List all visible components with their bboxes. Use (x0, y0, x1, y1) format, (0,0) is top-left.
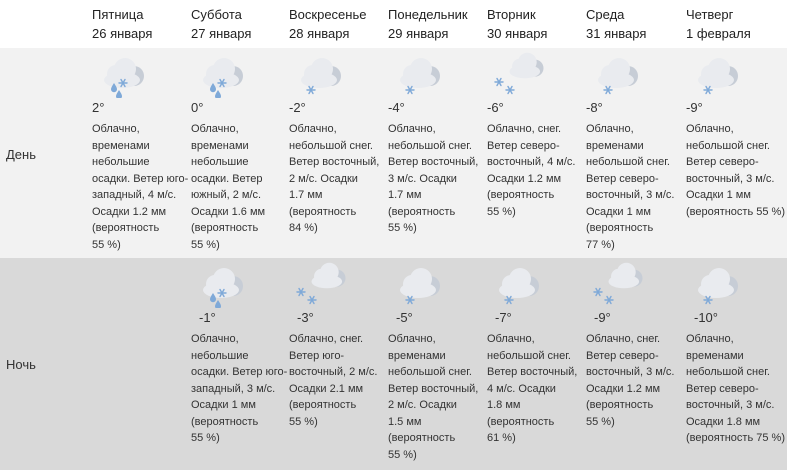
description-line: (вероятность (289, 205, 357, 218)
description-line: Облачно, (586, 123, 634, 135)
description-line: 55 %) (191, 432, 220, 444)
description-line: Ветер северо- (686, 156, 759, 168)
weekday-label: Понедельник (388, 7, 468, 22)
description-line: небольшой снег. (388, 366, 472, 378)
temperature: -9° (686, 100, 703, 115)
description-line: небольшие (92, 156, 150, 168)
temperature: -4° (388, 100, 405, 115)
description-line: восточный, 3 м/с. (686, 172, 775, 185)
description-line: (вероятность (191, 222, 259, 234)
description-line: восточный, 3 м/с. (686, 399, 775, 411)
description-line: южный, 2 м/с. (191, 189, 262, 201)
description-line: Облачно, (191, 333, 239, 345)
description-line: 1.5 мм (388, 415, 422, 428)
description-line: Ветер юго- (289, 349, 345, 362)
description-line: небольшие (191, 349, 249, 362)
weekday-label: Пятница (92, 7, 144, 22)
day-column-header (388, 6, 486, 42)
description-line: 84 %) (289, 222, 318, 234)
description-line: (вероятность (388, 432, 456, 444)
cloud-mixed-precip-icon (191, 50, 261, 98)
description-line: осадки. Ветер юго- (92, 172, 189, 185)
description-line: временами (191, 139, 249, 152)
temperature: 2° (92, 100, 105, 115)
cloud-snow-icon (586, 50, 656, 98)
description-line: Осадки 1.2 мм (92, 205, 167, 218)
weekday-label: Вторник (487, 7, 536, 22)
day-column-header (487, 6, 585, 42)
description-line: восточный, 3 м/с. (586, 189, 675, 201)
description-line: 55 %) (487, 205, 516, 218)
forecast-description (686, 121, 786, 220)
temperature: -1° (199, 310, 216, 325)
description-line: (вероятность (191, 415, 259, 428)
night-row-label: Ночь (6, 357, 36, 372)
description-line: 55 %) (289, 415, 318, 428)
description-line: 77 %) (586, 238, 615, 251)
description-line: временами (686, 349, 744, 362)
cloud-snow-icon (487, 260, 557, 308)
temperature: 0° (191, 100, 204, 115)
description-line: небольшой снег. (289, 139, 373, 152)
description-line: (вероятность (487, 415, 555, 428)
description-line: восточный, 4 м/с. (487, 156, 576, 168)
day-column-header (289, 6, 387, 42)
description-line: Облачно, (686, 123, 734, 135)
cloud-snow-icon (388, 260, 458, 308)
date-label: 28 января (289, 26, 350, 41)
forecast-description (586, 121, 686, 253)
weekday-label: Воскресенье (289, 7, 367, 22)
description-line: 55 %) (586, 415, 615, 428)
forecast-description (289, 121, 389, 237)
description-line: Ветер восточный, (487, 366, 578, 378)
temperature: -9° (594, 310, 611, 325)
forecast-description (686, 331, 786, 447)
description-line: (вероятность 55 %) (686, 205, 785, 218)
description-line: восточный, 2 м/с. (289, 366, 378, 378)
temperature: -5° (396, 310, 413, 325)
description-line: (вероятность (92, 222, 160, 234)
description-line: 1.7 мм (289, 189, 323, 201)
date-label: 26 января (92, 26, 153, 41)
description-line: 55 %) (191, 238, 220, 251)
forecast-description (487, 331, 587, 447)
day-column-header (191, 6, 289, 42)
description-line: Облачно, (388, 333, 436, 345)
forecast-description (191, 331, 291, 447)
date-label: 29 января (388, 26, 449, 41)
forecast-description (586, 331, 686, 430)
description-line: Ветер северо- (586, 349, 659, 362)
description-line: осадки. Ветер (191, 172, 263, 185)
description-line: небольшой снег. (388, 139, 472, 152)
description-line: 1.7 мм (388, 189, 422, 201)
day-column-header (586, 6, 684, 42)
forecast-description (191, 121, 291, 253)
weekday-label: Среда (586, 7, 625, 22)
description-line: 55 %) (388, 222, 417, 234)
description-line: (вероятность (586, 222, 654, 234)
description-line: Ветер северо- (686, 382, 759, 395)
description-line: (вероятность (289, 399, 357, 411)
temperature: -7° (495, 310, 512, 325)
description-line: Осадки 1.8 мм (686, 415, 761, 428)
description-line: (вероятность (586, 399, 654, 411)
partly-cloudy-snow-icon (289, 260, 359, 308)
description-line: небольшой снег. (487, 349, 571, 362)
temperature: -6° (487, 100, 504, 115)
partly-cloudy-snow-icon (487, 50, 557, 98)
date-label: 31 января (586, 26, 647, 41)
description-line: Осадки 1.2 мм (487, 172, 562, 185)
description-line: Ветер восточный, (388, 382, 479, 395)
description-line: Осадки 1.2 мм (586, 382, 661, 395)
date-label: 1 февраля (686, 26, 751, 41)
weekday-label: Четверг (686, 7, 734, 22)
description-line: (вероятность (487, 189, 555, 201)
description-line: Осадки 1 мм (586, 205, 651, 218)
description-line: 3 м/с. Осадки (388, 172, 457, 185)
description-line: 1.8 мм (487, 399, 521, 411)
description-line: 2 м/с. Осадки (388, 399, 457, 411)
day-column-header (92, 6, 190, 42)
description-line: Облачно, (686, 333, 734, 345)
cloud-snow-icon (686, 260, 756, 308)
temperature: -8° (586, 100, 603, 115)
description-line: Ветер северо- (487, 139, 560, 152)
description-line: Облачно, (92, 123, 140, 135)
cloud-snow-icon (289, 50, 359, 98)
description-line: западный, 3 м/с. (191, 382, 276, 395)
weekday-label: Суббота (191, 7, 242, 22)
cloud-mixed-precip-icon (191, 260, 261, 308)
description-line: Осадки 1 мм (686, 189, 751, 201)
description-line: временами (92, 139, 150, 152)
forecast-description (388, 331, 488, 463)
description-line: небольшой снег. (686, 366, 770, 378)
description-line: Осадки 1 мм (191, 399, 256, 411)
description-line: Осадки 2.1 мм (289, 382, 364, 395)
description-line: небольшие (191, 156, 249, 168)
description-line: небольшой снег. (586, 156, 670, 168)
cloud-snow-icon (388, 50, 458, 98)
description-line: 4 м/с. Осадки (487, 382, 556, 395)
description-line: 2 м/с. Осадки (289, 172, 358, 185)
date-label: 30 января (487, 26, 548, 41)
description-line: (вероятность (388, 205, 456, 218)
description-line: 55 %) (388, 448, 417, 461)
description-line: 61 %) (487, 432, 516, 444)
temperature: -2° (289, 100, 306, 115)
description-line: временами (388, 349, 446, 362)
cloud-snow-icon (686, 50, 756, 98)
description-line: Облачно, (191, 123, 239, 135)
description-line: Облачно, (289, 123, 337, 135)
forecast-description (289, 331, 389, 430)
description-line: небольшой снег. (686, 139, 770, 152)
description-line: Облачно, снег. (487, 123, 562, 135)
forecast-description (388, 121, 488, 237)
description-line: Облачно, снег. (289, 333, 364, 345)
description-line: Ветер северо- (586, 172, 659, 185)
date-label: 27 января (191, 26, 252, 41)
description-line: осадки. Ветер юго- (191, 366, 288, 378)
cloud-mixed-precip-icon (92, 50, 162, 98)
description-line: Облачно, снег. (586, 333, 661, 345)
description-line: (вероятность 75 %) (686, 432, 785, 444)
temperature: -10° (694, 310, 718, 325)
description-line: Облачно, (388, 123, 436, 135)
description-line: Облачно, (487, 333, 535, 345)
description-line: 55 %) (92, 238, 121, 251)
temperature: -3° (297, 310, 314, 325)
forecast-description (92, 121, 192, 253)
day-column-header (686, 6, 784, 42)
description-line: Ветер восточный, (289, 156, 380, 168)
forecast-description (487, 121, 587, 220)
day-row-label: День (6, 147, 36, 162)
description-line: западный, 4 м/с. (92, 189, 177, 201)
partly-cloudy-snow-icon (586, 260, 656, 308)
description-line: Осадки 1.6 мм (191, 205, 266, 218)
description-line: восточный, 3 м/с. (586, 366, 675, 378)
description-line: временами (586, 139, 644, 152)
description-line: Ветер восточный, (388, 156, 479, 168)
